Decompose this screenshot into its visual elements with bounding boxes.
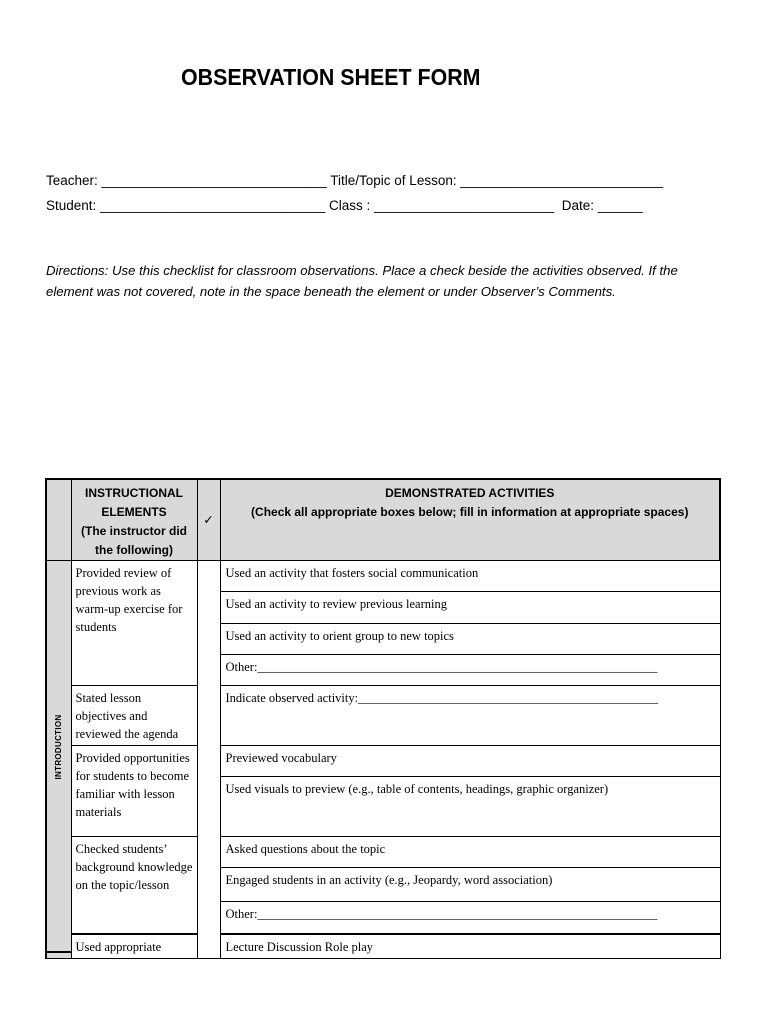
activity-lecture-discussion-roleplay[interactable]: Lecture Discussion Role play [220, 934, 720, 959]
table-row [46, 837, 720, 868]
activity-other-field-2[interactable]: Other:________________________________________________________________ [220, 902, 720, 934]
header-activities-cell [220, 479, 720, 561]
activity-engaged-students[interactable]: Engaged students in an activity (e.g., Jeopardy, word association) [220, 868, 720, 902]
element-cell-objectives: Stated lesson objectives and reviewed the agenda [71, 686, 197, 746]
activity-orient-new-topics[interactable]: Used an activity to orient group to new topics [220, 624, 720, 655]
header-check-cell [197, 479, 220, 561]
activity-indicate-observed[interactable]: Indicate observed activity:________________________________________________ [220, 686, 720, 746]
activity-review-previous-learning[interactable]: Used an activity to review previous learning [220, 592, 720, 624]
section-band-introduction [46, 561, 71, 959]
header-elements-label: INSTRUCTIONAL ELEMENTS [85, 486, 183, 519]
element-cell-review: Provided review of previous work as warm-up exercise for students [71, 561, 197, 686]
page-title: OBSERVATION SHEET FORM [181, 64, 481, 90]
table-row [46, 746, 720, 777]
activity-previewed-vocabulary[interactable]: Previewed vocabulary [220, 746, 720, 777]
element-cell-materials: Provided opportunities for students to become familiar with lesson materials [71, 746, 197, 837]
activity-asked-questions[interactable]: Asked questions about the topic [220, 837, 720, 868]
table-header-row [46, 479, 720, 561]
header-elements-cell [71, 479, 197, 561]
header-activities-label: DEMONSTRATED ACTIVITIES [385, 486, 555, 500]
header-band-cell [46, 479, 71, 561]
section-label-introduction: INTRODUCTION [53, 714, 63, 779]
table-bottom-divider [45, 951, 71, 953]
activity-social-communication[interactable]: Used an activity that fosters social communication [220, 561, 720, 592]
activity-used-visuals[interactable]: Used visuals to preview (e.g., table of contents, headings, graphic organizer) [220, 777, 720, 837]
table-row [46, 934, 720, 959]
table-row [46, 686, 720, 746]
directions-text: Directions: Use this checklist for classroom observations. Place a check beside the activities observed. If the element was not covered, note in the space beneath the element or under Observer’s Comments. [46, 263, 678, 299]
activity-other-field-1[interactable]: Other:________________________________________________________________ [220, 655, 720, 686]
observation-checklist-table [45, 478, 721, 959]
table-row [46, 561, 720, 592]
teacher-title-line: Teacher: ______________________________ Title/Topic of Lesson: ___________________________ [46, 173, 664, 188]
element-cell-used-appropriate: Used appropriate [71, 934, 197, 959]
check-mark-icon: ✓ [203, 513, 214, 527]
header-activities-sublabel: (Check all appropriate boxes below; fill in information at appropriate spaces) [251, 505, 689, 519]
header-elements-sublabel: (The instructor did the following) [81, 524, 187, 557]
check-column-cells[interactable] [197, 561, 220, 959]
element-cell-background-knowledge: Checked students’ background knowledge on the topic/lesson [71, 837, 197, 934]
student-class-date-line: Student: ______________________________ Class : ________________________ Date: ______ [46, 198, 643, 213]
